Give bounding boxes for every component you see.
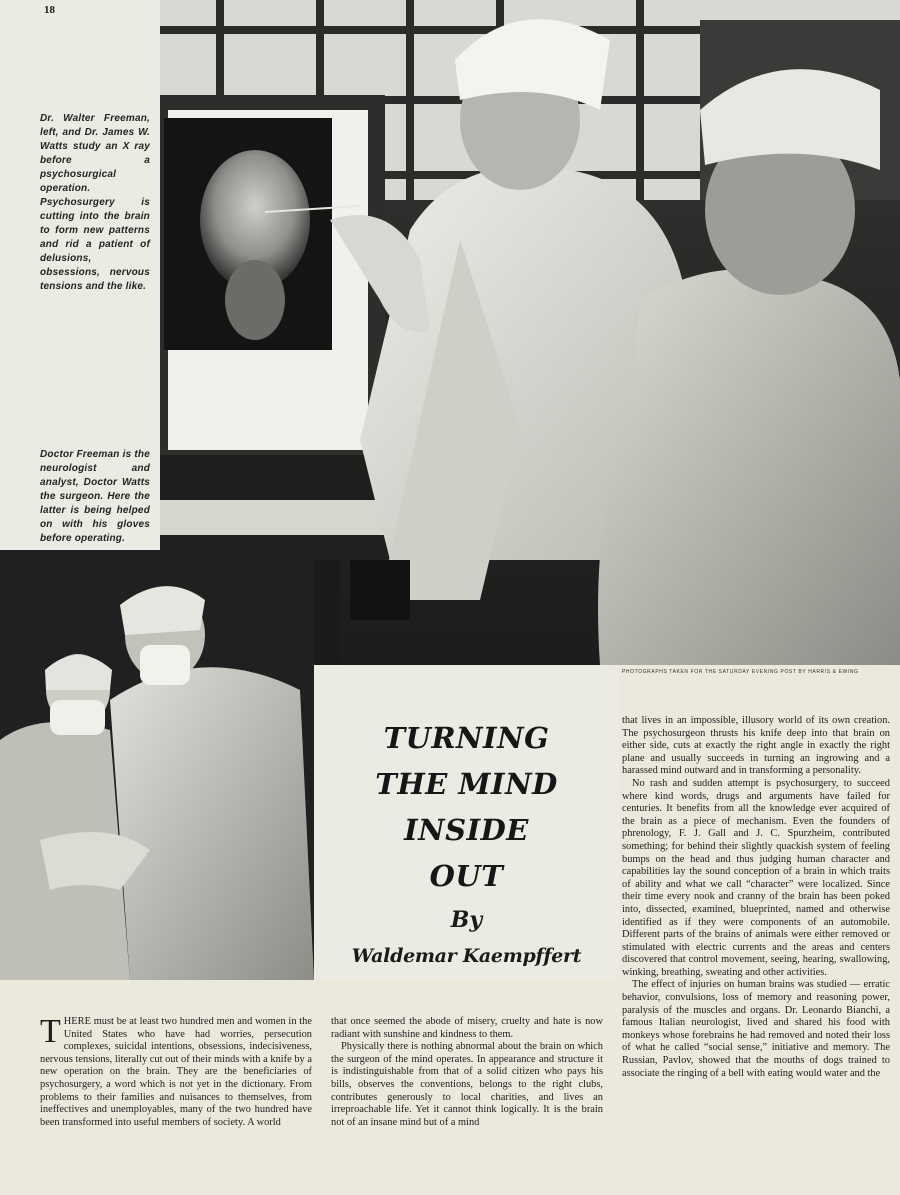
- caption-top: Dr. Walter Freeman, left, and Dr. James W. Watts study an X ray before a psychosurgical operation. Psychosurgery is cutting into the brain to form new patterns and rid a patient of delusions, obsessions, nervous tensions and the like.: [40, 113, 150, 292]
- gloving-photo: [0, 550, 314, 980]
- title-block: [314, 665, 619, 980]
- paragraph-text: HERE must be at least two hundred men and women in the United States who have had worries, persecution complexes, suicidal intentions, obsessions, indecisiveness, nervous tensions, literally cut out of their minds with a knife by a new operation on the brain. They are the beneficiaries of psychosurgery, a word which is not yet in the dictionary. From problems to their families and nuisances to themselves, from ineffectives and unemployables, many of the two hundred have been transformed into useful members of society. A world: [40, 1016, 312, 1128]
- gloving-illustration: [0, 550, 314, 980]
- paragraph: that once seemed the abode of misery, cruelty and hate is now radiant with sunshine and kindness to them.: [331, 1016, 603, 1040]
- paragraph: No rash and sudden attempt is psychosurgery, to succeed where kind words, drugs and arguments have failed for centuries. It benefits from all the knowledge ever acquired of the brain as a piece of mechanism. Even the founders of phrenology, F. J. Gall and J. C. Spurzheim, contributed something; for behind their slightly quackish system of feeling bumps on the head and thus judging human character and capabilities lay the sound conception of a brain in which traits of ability and what we call “character” were localized. Since their time every nook and cranny of the brain has been poked into, dissected, examined, blueprinted, named and otherwise identified as if they were components of an automobile. Different parts of the brains of animals were either removed or stimulated with electric currents and the areas and centers discovered that control movement, seeing, hearing, swallowing, winking, breathing, sweating and other activities.: [622, 777, 890, 978]
- paragraph: The effect of injuries on human brains was studied — erratic behavior, convulsions, loss of memory and reasoning power, paralysis of the muscles and organs. Dr. Leonardo Bianchi, a famous Italian neurologist, lived and shared his food with monkeys whose forebrains he had removed and noted their loss of what he called “social sense,” initiative and memory. The Russian, Pavlov, showed that the mouths of dogs trained to associate the ringing of a bell with eating would water and the: [622, 979, 890, 1079]
- drop-cap: T: [40, 1013, 61, 1050]
- title-line: INSIDE: [404, 813, 529, 847]
- author-name: Waldemar Kaempffert: [351, 945, 582, 967]
- paragraph: that lives in an impossible, illusory world of its own creation. The psychosurgeon thrusts his knife deep into that brain on either side, cuts at exactly the right angle in exactly the right plane and usually succeeds in turning an ingrowing and a harassed mind outward and in transforming a personality.: [622, 715, 890, 777]
- paragraph: Physically there is nothing abnormal about the brain on which the surgeon of the mind operates. In appearance and structure it is indistinguishable from that of a solid citizen who pays his bills, observes the conventions, belongs to the right clubs, contributes generously to local charities, and lives an irreproachable life. Yet it cannot think logically. It is the brain not of an insane mind but of a mind: [331, 1041, 603, 1128]
- page-number: 18: [44, 4, 55, 16]
- article-column-2: [331, 1016, 603, 1129]
- title-line: THE MIND: [375, 767, 558, 801]
- article-title: [314, 715, 619, 899]
- caption-middle: Doctor Freeman is the neurologist and analyst, Doctor Watts the surgeon. Here the latter is being helped on with his gloves before operating.: [40, 449, 150, 544]
- paragraph: [40, 1013, 312, 1129]
- article-column-3: [622, 715, 890, 1080]
- title-line: OUT: [429, 859, 504, 893]
- article-column-1: [40, 1013, 312, 1129]
- byline: By: [450, 907, 483, 933]
- photo-credit: PHOTOGRAPHS TAKEN FOR THE SATURDAY EVENING POST BY HARRIS & EWING: [622, 669, 859, 675]
- title-line: TURNING: [383, 721, 550, 755]
